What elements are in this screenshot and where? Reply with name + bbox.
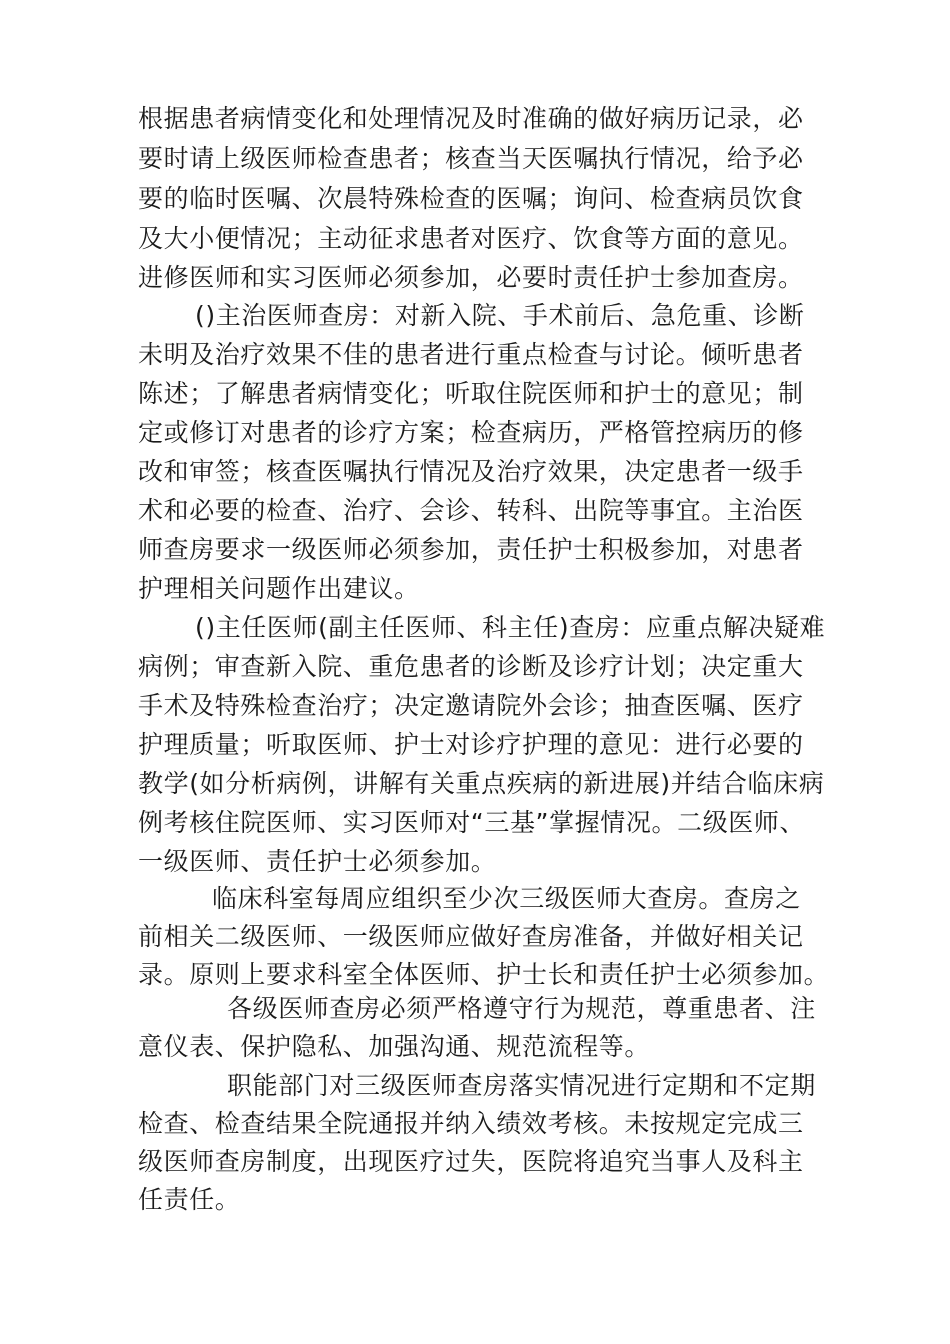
paragraph-3-line-1: ()主任医师(副主任医师、科主任)查房：应重点解决疑难 [195, 613, 826, 642]
paragraph-5-line-2: 意仪表、保护隐私、加强沟通、规范流程等。 [138, 1032, 651, 1061]
paragraph-3-line-4: 护理质量；听取医师、护士对诊疗护理的意见：进行必要的 [138, 730, 804, 759]
paragraph-2-line-3: 陈述；了解患者病情变化；听取住院医师和护士的意见；制 [138, 379, 804, 408]
paragraph-3-line-3: 手术及特殊检查治疗；决定邀请院外会诊；抽查医嘱、医疗 [138, 691, 804, 720]
paragraph-4-line-2: 前相关二级医师、一级医师应做好查房准备，并做好相关记 [138, 922, 804, 951]
paragraph-1-line-3: 要的临时医嘱、次晨特殊检查的医嘱；询问、检查病员饮食 [138, 184, 804, 213]
paragraph-5-line-1: 各级医师查房必须严格遵守行为规范，尊重患者、注 [227, 994, 816, 1023]
paragraph-2-line-2: 未明及治疗效果不佳的患者进行重点检查与讨论。倾听患者 [138, 340, 804, 369]
paragraph-2-line-1: ()主治医师查房：对新入院、手术前后、急危重、诊断 [195, 301, 805, 330]
paragraph-3-line-7: 一级医师、责任护士必须参加。 [138, 847, 497, 876]
paragraph-2-line-7: 师查房要求一级医师必须参加，责任护士积极参加，对患者 [138, 535, 804, 564]
paragraph-6-line-1: 职能部门对三级医师查房落实情况进行定期和不定期 [227, 1071, 816, 1100]
paragraph-2-line-4: 定或修订对患者的诊疗方案；检查病历，严格管控病历的修 [138, 418, 804, 447]
paragraph-6-line-4: 任责任。 [138, 1185, 241, 1214]
paragraph-2-line-8: 护理相关问题作出建议。 [138, 574, 420, 603]
paragraph-2-line-6: 术和必要的检查、治疗、会诊、转科、出院等事宜。主治医 [138, 496, 804, 525]
paragraph-3-line-2: 病例；审查新入院、重危患者的诊断及诊疗计划；决定重大 [138, 652, 804, 681]
paragraph-1-line-4: 及大小便情况；主动征求患者对医疗、饮食等方面的意见。 [138, 224, 804, 253]
paragraph-4-line-3: 录。原则上要求科室全体医师、护士长和责任护士必须参加。 [138, 960, 830, 989]
paragraph-4-line-1: 临床科室每周应组织至少次三级医师大查房。查房之 [212, 884, 801, 913]
paragraph-1-line-2: 要时请上级医师检查患者；核查当天医嘱执行情况，给予必 [138, 144, 804, 173]
paragraph-2-line-5: 改和审签；核查医嘱执行情况及治疗效果，决定患者一级手 [138, 457, 804, 486]
paragraph-3-line-5: 教学(如分析病例，讲解有关重点疾病的新进展)并结合临床病 [138, 769, 825, 798]
paragraph-6-line-3: 级医师查房制度，出现医疗过失，医院将追究当事人及科主 [138, 1147, 804, 1176]
paragraph-6-line-2: 检查、检查结果全院通报并纳入绩效考核。未按规定完成三 [138, 1109, 804, 1138]
paragraph-1-line-1: 根据患者病情变化和处理情况及时准确的做好病历记录，必 [138, 104, 804, 133]
paragraph-3-line-6: 例考核住院医师、实习医师对“三基”掌握情况。二级医师、 [138, 808, 806, 837]
paragraph-1-line-5: 进修医师和实习医师必须参加，必要时责任护士参加查房。 [138, 263, 804, 292]
